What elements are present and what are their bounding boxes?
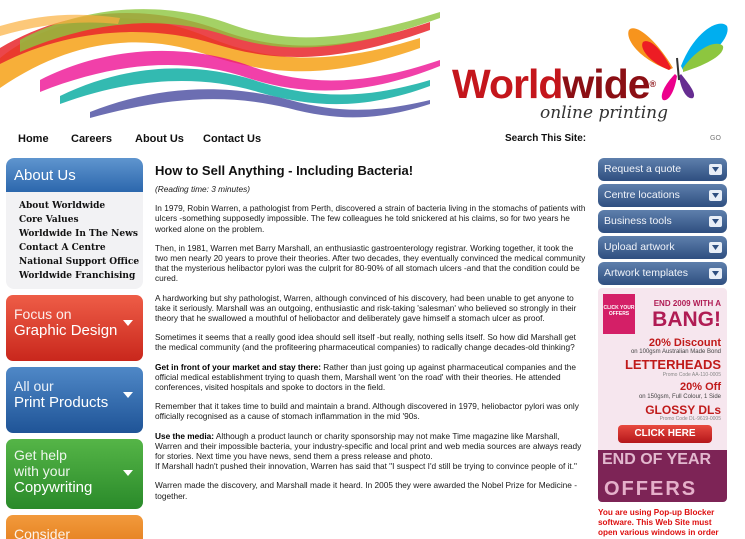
article-paragraph [155, 362, 588, 393]
promo-graphic-design[interactable] [6, 295, 143, 361]
offers-ribbon [603, 294, 635, 334]
about-us-heading: About Us [6, 158, 143, 192]
promo-line1b: with your [14, 463, 71, 479]
article-paragraph: In 1979, Robin Warren, a pathologist from Perth, discovered a strain of bacteria living in the stomachs of patients with ulcers -something supposedly impossible. The few colleagues he told snickered at his claims, so for two years he worked alone on the problem. [155, 203, 586, 234]
promo-line1: All our [14, 378, 54, 394]
promo-line2: Print Products [14, 394, 109, 411]
button-label: Artwork templates [604, 267, 689, 279]
sidebar-link-in-the-news[interactable]: Worldwide In The News [19, 229, 138, 239]
paragraph-body: Although a product launch or charity sponsorship may not make Time magazine like Marshall, Warren and their impossible bacteria, your industry-specific and local print and web media sources are always ready for stories. Next time you have news, send them a press release and photo. [155, 430, 582, 462]
logo-text-wide: wide [562, 61, 650, 107]
article-title: How to Sell Anything - Including Bacteria! [155, 163, 414, 178]
centre-locations-button[interactable] [598, 184, 727, 207]
logo-tagline: online printing [540, 103, 668, 123]
button-label: Business tools [604, 215, 672, 227]
article-paragraph: Then, in 1981, Warren met Barry Marshall, an enthusiastic gastroenterology registrar. Working together, it took the two men nearly 20 years to prove their theories. After two decades, they eventually convinced the medical community that the mysterious helibactor pylori was the culprit for 80-90% of all stomach ulcers -and that the condition could be cured. [155, 242, 586, 284]
logo-text-world: World [452, 61, 563, 107]
about-us-menu [6, 158, 143, 289]
arrow-down-icon [709, 216, 722, 227]
end-of-year-offer-ad[interactable] [598, 288, 727, 502]
artwork-templates-button[interactable] [598, 262, 727, 285]
ad-bang: BANG! [652, 308, 721, 331]
button-label: Request a quote [604, 163, 682, 175]
promo-line2: Graphic Design [14, 322, 118, 339]
nav-contact-us[interactable]: Contact Us [203, 133, 262, 145]
top-nav [0, 130, 745, 150]
nav-about-us[interactable]: About Us [135, 133, 184, 145]
promo-consider[interactable] [6, 515, 143, 539]
sidebar-link-support-office[interactable]: National Support Office [19, 257, 140, 267]
ad-desc-2: on 150gsm, Full Colour, 1 Side [638, 394, 721, 400]
button-label: Centre locations [604, 189, 680, 201]
paragraph-lead: Get in front of your market and stay there: [155, 361, 321, 372]
banner-line2: OFFERS [604, 478, 698, 500]
sidebar-link-core-values[interactable]: Core Values [19, 215, 79, 225]
search-input[interactable] [598, 131, 716, 146]
article-paragraph: A hardworking but shy pathologist, Warren, although convinced of his discovery, had been unable to get anyone to take it seriously. Marshall was an outgoing, enthusiastic and risk-taking 'salesman' who believed so strongly in their theory that he swallowed a mouthful of heliobactor and deliberately gave himself a stomach ulcer as proof. [155, 292, 577, 324]
search-label: Search This Site: [505, 133, 587, 144]
popup-blocker-notice: You are using Pop-up Blocker software. This Web Site must open various windows in order [598, 508, 719, 537]
promo-line1: Consider [14, 526, 71, 539]
arrow-down-icon [122, 391, 134, 399]
rainbow-swoosh-graphic [0, 0, 460, 128]
arrow-down-icon [709, 164, 722, 175]
ad-promo-code-1: Promo Code AA-110-0005 [662, 372, 721, 378]
right-sidebar [598, 158, 727, 538]
butterfly-logo-icon [625, 18, 730, 103]
article-paragraph: Warren made the discovery, and Marshall made it heard. In 2005 they were awarded the Nobel Prize for Medicine -together. [155, 480, 577, 501]
ad-discount-2: 20% Off [680, 381, 721, 393]
reading-time: (Reading time: 3 minutes) [155, 184, 250, 194]
click-here-button[interactable]: CLICK HERE [618, 425, 712, 443]
article-content [155, 163, 588, 510]
sidebar-link-about-worldwide[interactable]: About Worldwide [19, 201, 106, 211]
promo-line2: Copywriting [14, 479, 93, 496]
nav-home[interactable]: Home [18, 133, 49, 145]
promo-copywriting[interactable] [6, 439, 143, 509]
search-go-button[interactable]: GO [710, 135, 721, 142]
ad-headline: END 2009 WITH A [653, 299, 721, 308]
business-tools-button[interactable] [598, 210, 727, 233]
ribbon-text: CLICK YOUR OFFERS [603, 305, 635, 317]
arrow-down-icon [709, 242, 722, 253]
ad-product-1: LETTERHEADS [624, 357, 721, 372]
sidebar-link-contact-centre[interactable]: Contact A Centre [19, 243, 106, 253]
upload-artwork-button[interactable] [598, 236, 727, 259]
promo-line1: Focus on [14, 306, 72, 322]
button-label: Upload artwork [604, 241, 675, 253]
banner-line1: END OF YEAR [602, 451, 712, 468]
left-sidebar [6, 158, 143, 539]
sidebar-link-franchising[interactable]: Worldwide Franchising [19, 271, 136, 281]
end-of-year-banner [598, 450, 727, 502]
arrow-down-icon [122, 469, 134, 477]
paragraph-lead: Use the media: [155, 430, 215, 441]
promo-line1: Get help [14, 447, 67, 463]
ad-desc-1: on 100gsm Australian Made Bond [630, 349, 721, 355]
site-header [0, 0, 745, 128]
ad-promo-code-2: Promo Code DL-9619-0005 [659, 416, 721, 422]
article-paragraph: Remember that it takes time to build and maintain a brand. Although discovered in 1979, heliobactor pylori was only officially recognised as a cause of stomach inflammation in the mid '90s. [155, 401, 579, 422]
request-quote-button[interactable] [598, 158, 727, 181]
promo-print-products[interactable] [6, 367, 143, 433]
article-paragraph [155, 431, 588, 472]
paragraph-body: If Marshall hadn't pushed their innovation, Warren has said that "I suspect I'd still be trying to convince people of it." [155, 461, 577, 472]
article-paragraph: Sometimes it seems that a really good idea should sell itself -but really, nothing sells itself. So how did Marshall get the medical community (and the profiteering pharmaceutical companies) to radically change decades-old thinking? [155, 332, 576, 353]
arrow-down-icon [122, 319, 134, 327]
nav-careers[interactable]: Careers [71, 133, 112, 145]
arrow-down-icon [709, 268, 722, 279]
ad-product-2: GLOSSY DLs [645, 403, 721, 417]
ad-discount-1: 20% Discount [648, 337, 721, 349]
paragraph-body: Rather than just going up against pharmaceutical companies and the official medical establishment trying to quash them, Marshall went 'on the road' with their theories. He attended conferences, visited hospitals and spoke to doctors in the field. [155, 361, 577, 393]
arrow-down-icon [709, 190, 722, 201]
registered-mark: ® [649, 79, 656, 89]
